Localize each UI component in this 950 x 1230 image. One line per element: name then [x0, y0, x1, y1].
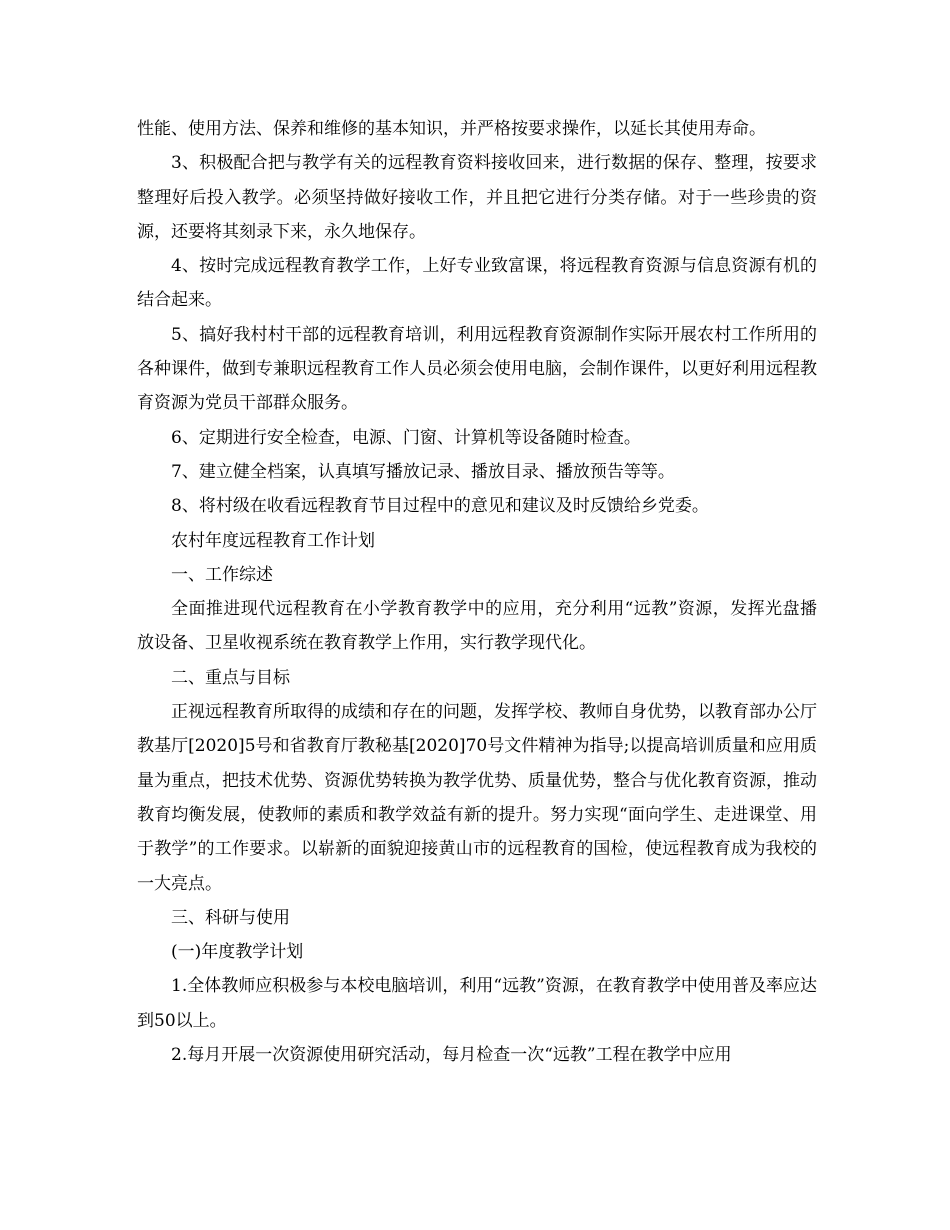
- paragraph: 性能、使用方法、保养和维修的基本知识，并严格按要求操作，以延长其使用寿命。: [137, 119, 766, 139]
- paragraph: 正视远程教育所取得的成绩和存在的问题，发挥学校、教师自身优势，以教育部办公厅教基厅[2020]5号和省教育厅教秘基[2020]70号文件精神为指导;以提高培训质量和应用质量为重点，把技术优势、资源优势转换为教学优势、质量优势，整合与优化教育资源，推动教育均衡发展，使教师的素质和教学效益有新的提升。努力实现“面向学生、走进课堂、用于教学”的工作要求。以崭新的面貌迎接黄山市的远程教育的国检，使远程教育成为我校的一大亮点。: [137, 702, 817, 894]
- document-page: [137, 112, 817, 1072]
- paragraph: 6、定期进行安全检查，电源、门窗、计算机等设备随时检查。: [171, 427, 641, 448]
- paragraph: 7、建立健全档案，认真填写播放记录、播放目录、播放预告等等。: [171, 461, 675, 482]
- section-heading: 二、重点与目标: [171, 667, 290, 688]
- section-heading: 一、工作综述: [171, 564, 273, 585]
- paragraph: 2.每月开展一次资源使用研究活动，每月检查一次“远教”工程在教学中应用: [171, 1045, 732, 1066]
- paragraph: 3、积极配合把与教学有关的远程教育资料接收回来，进行数据的保存、整理，按要求整理好后投入教学。必须坚持做好接收工作，并且把它进行分类存储。对于一些珍贵的资源，还要将其刻录下来，永久地保存。: [137, 153, 817, 242]
- paragraph: 1.全体教师应积极参与本校电脑培训，利用“远教”资源，在教育教学中使用普及率应达到50以上。: [137, 976, 817, 1031]
- section-heading: 三、科研与使用: [171, 907, 290, 928]
- section-title: 农村年度远程教育工作计划: [171, 530, 375, 551]
- paragraph: 8、将村级在收看远程教育节目过程中的意见和建议及时反馈给乡党委。: [171, 496, 709, 517]
- subsection-heading: (一)年度教学计划: [171, 942, 304, 963]
- paragraph: 5、搞好我村村干部的远程教育培训，利用远程教育资源制作实际开展农村工作所用的各种课件，做到专兼职远程教育工作人员必须会使用电脑，会制作课件，以更好利用远程教育资源为党员干部群众服务。: [137, 324, 817, 414]
- paragraph: 4、按时完成远程教育教学工作，上好专业致富课，将远程教育资源与信息资源有机的结合起来。: [137, 256, 817, 311]
- paragraph: 全面推进现代远程教育在小学教育教学中的应用，充分利用“远教”资源，发挥光盘播放设备、卫星收视系统在教育教学上作用，实行教学现代化。: [137, 599, 817, 654]
